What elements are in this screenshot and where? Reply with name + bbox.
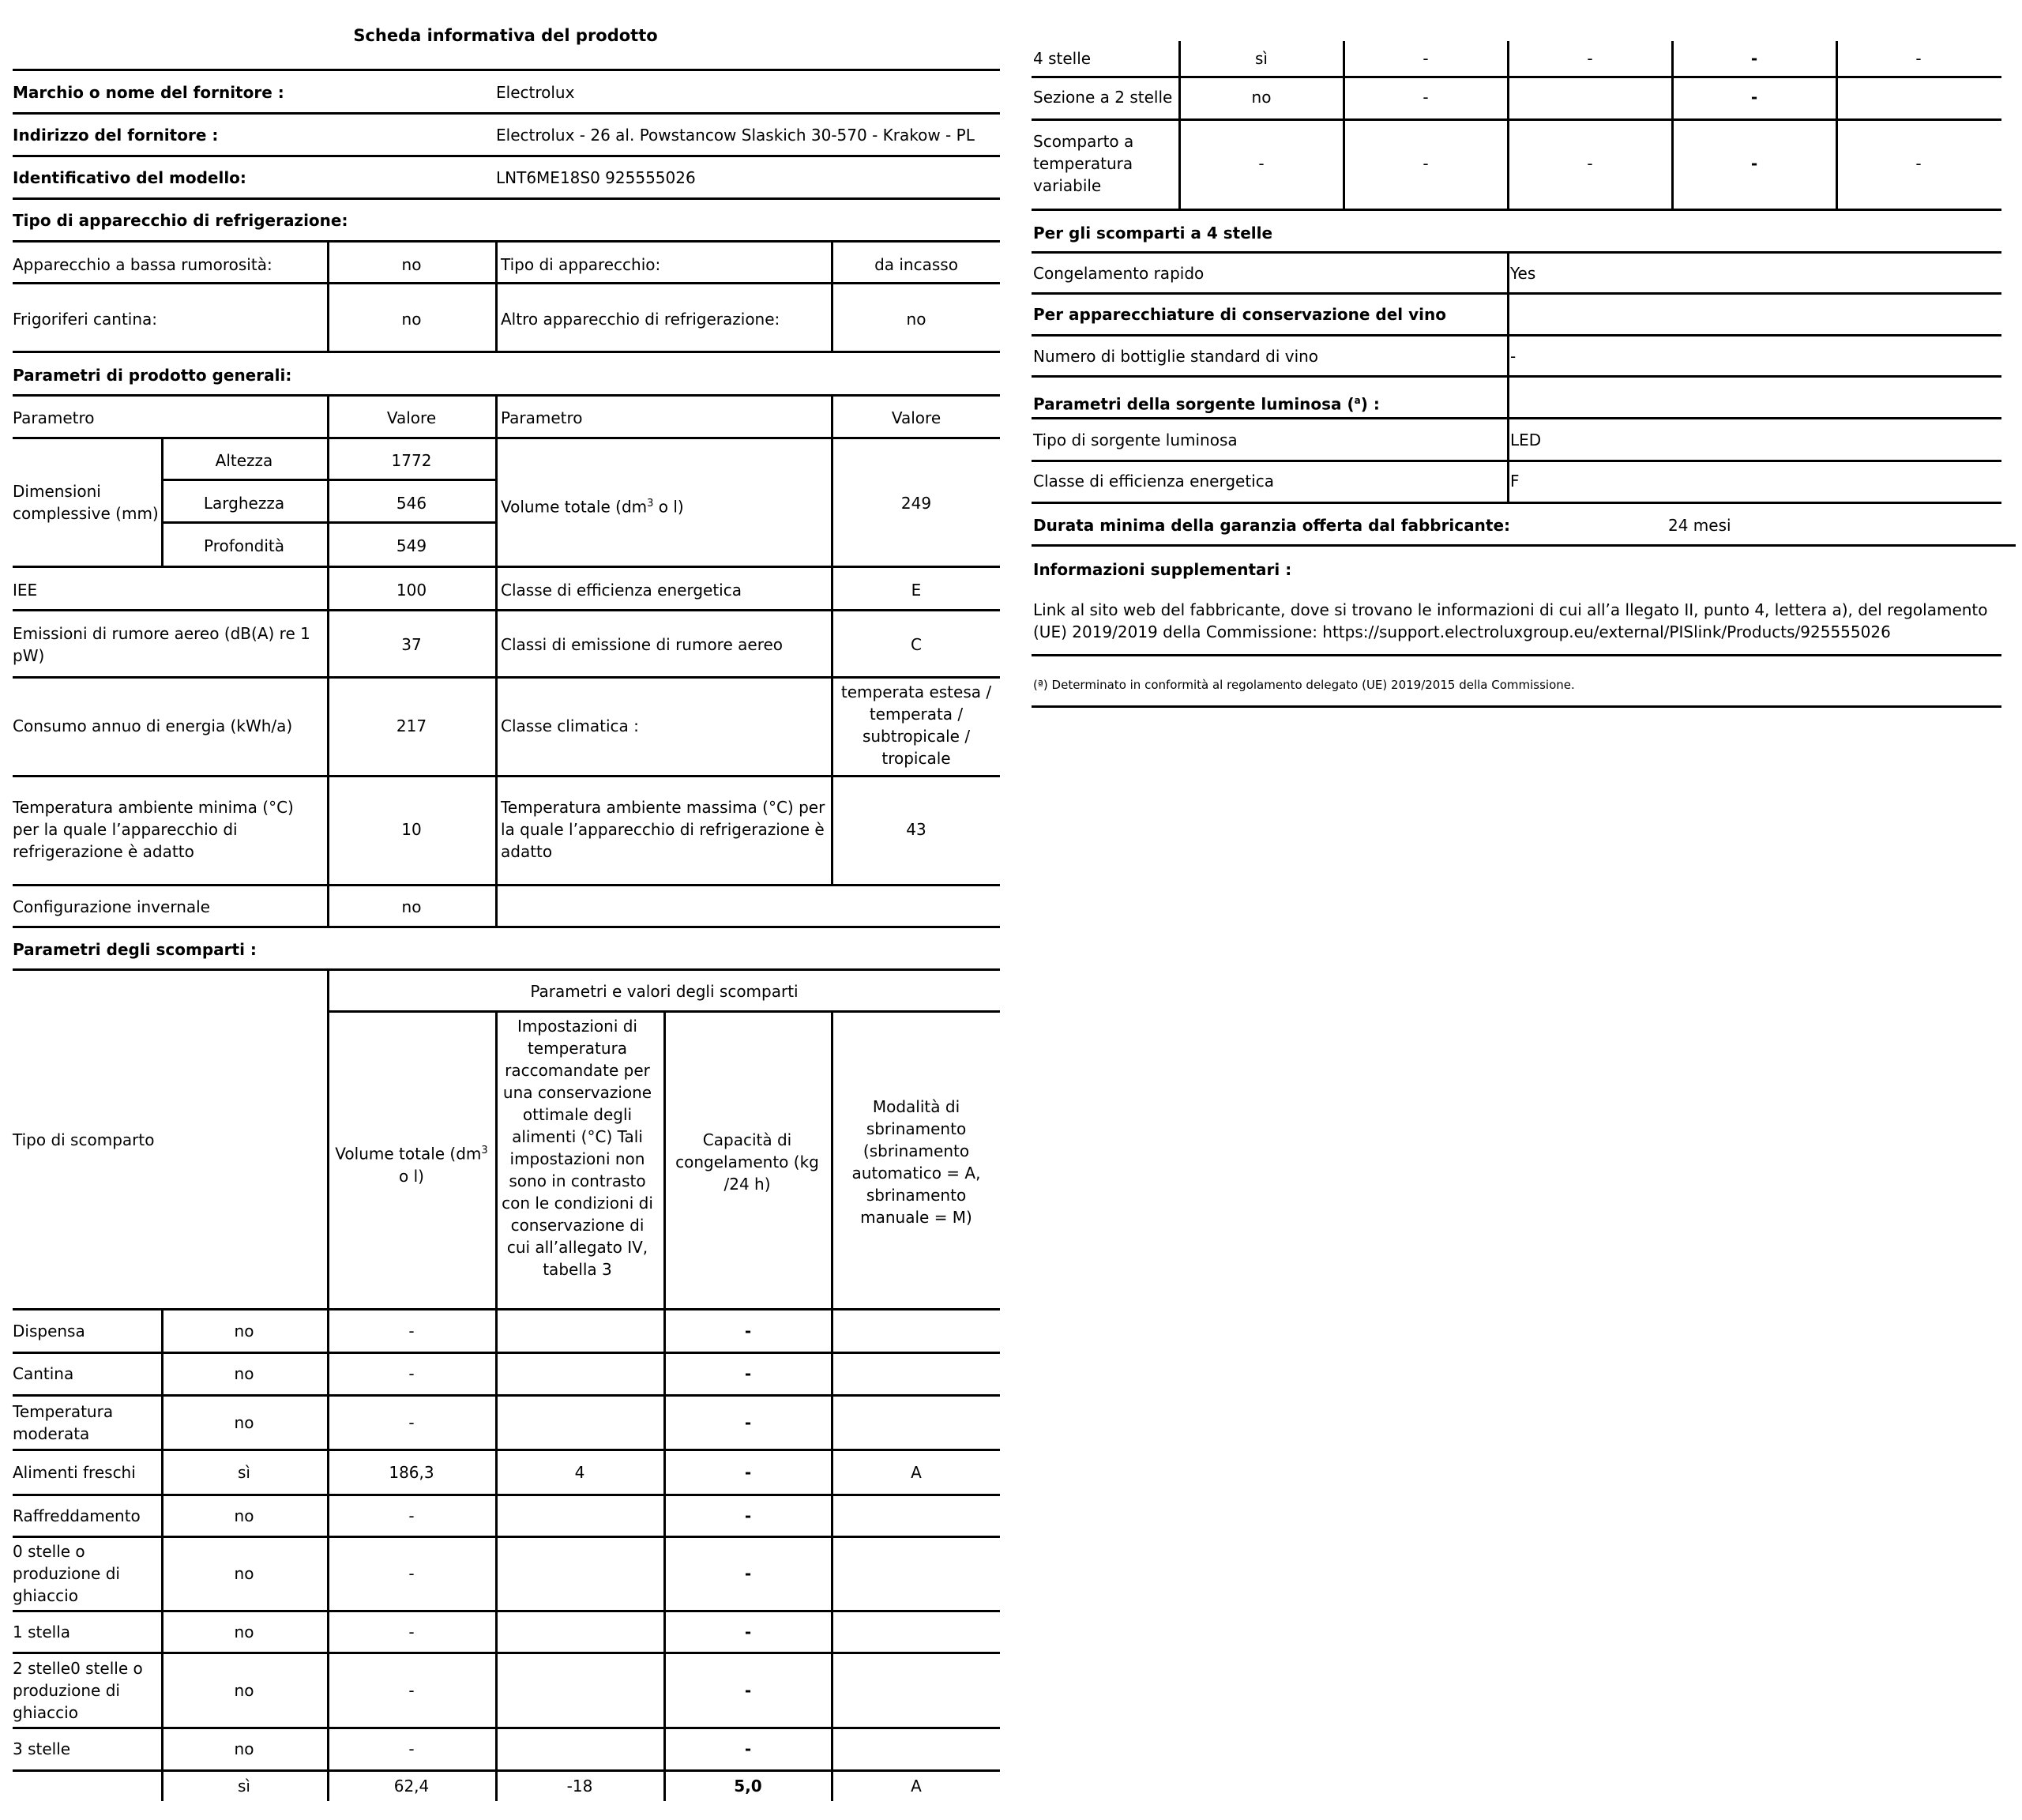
compartment-name: Scomparto a temperatura variabile (1033, 132, 1134, 195)
col-line (327, 968, 329, 1801)
divider (1032, 375, 2001, 378)
max-temp-value: 43 (906, 820, 926, 839)
compartment-freeze: 5,0 (734, 1777, 762, 1796)
climate-label: Classe climatica : (501, 716, 639, 735)
general-heading: Parametri di prodotto generali: (13, 366, 292, 385)
warranty-label: Durata minima della garanzia offerta dal fabbricante: (1033, 516, 1511, 535)
light-class-label: Classe di efficienza energetica (1033, 472, 1274, 491)
compartment-present: no (234, 1364, 254, 1383)
compartment-freeze: - (744, 1364, 752, 1383)
other-appliance-value: no (906, 310, 926, 329)
winter-label: Configurazione invernale (13, 897, 210, 916)
divider (1032, 417, 2001, 419)
noise-class-label: Classi di emissione di rumore aereo (501, 635, 784, 654)
iee-value: 100 (396, 581, 427, 600)
four-star-heading: Per gli scomparti a 4 stelle (1033, 224, 1273, 243)
compartment-temp: - (1587, 49, 1593, 68)
energy-class-value: E (911, 581, 922, 600)
compartment-volume: 186,3 (389, 1462, 434, 1482)
col-line (831, 1010, 833, 1801)
col-line (1671, 41, 1674, 209)
compartment-volume: - (408, 1412, 415, 1432)
divider (13, 968, 1000, 971)
divider (13, 112, 1000, 115)
col-line (161, 437, 163, 566)
compartment-present: no (234, 1622, 254, 1641)
divider (13, 351, 1000, 353)
min-temp-value: 10 (401, 820, 422, 839)
compartment-temp: 4 (574, 1462, 585, 1482)
additional-heading: Informazioni supplementari : (1033, 560, 1292, 579)
col-line (663, 1010, 666, 1801)
compartment-freeze: - (1750, 49, 1758, 68)
energy-class-label: Classe di efficienza energetica (501, 581, 742, 600)
low-noise-value: no (401, 255, 422, 274)
col-line (831, 240, 833, 351)
divider (1032, 544, 2016, 547)
col-header-valore: Valore (386, 408, 437, 427)
fast-freeze-label: Congelamento rapido (1033, 264, 1205, 283)
compartment-name: Temperatura moderata (13, 1401, 114, 1443)
compartment-name: 3 stelle (13, 1739, 71, 1758)
compartment-freeze: - (744, 1412, 752, 1432)
temp-settings-header: Impostazioni di temperatura raccomandate per una conservazione ottimale degli alimenti (°C) Tali impostazioni non sono in contrasto con le condizioni di conservazione di cui all’allegato IV, tabella 3 (502, 1017, 653, 1279)
footnote: (ª) Determinato in conformità al regolamento delegato (UE) 2019/2015 della Commissione. (1033, 678, 1575, 692)
consumption-value: 217 (396, 716, 427, 735)
col-line (495, 1010, 498, 1801)
title-divider (13, 69, 1000, 71)
compartment-volume: 62,4 (393, 1777, 430, 1796)
freezing-capacity-header: Capacità di congelamento (kg /24 h) (675, 1130, 819, 1194)
divider (1032, 334, 2001, 337)
divider (1032, 292, 2001, 295)
col-header-parametro: Parametro (13, 408, 95, 427)
divider (1032, 460, 2001, 462)
model-value: LNT6ME18S0 925555026 (496, 168, 696, 187)
noise-label: Emissioni di rumore aereo (dB(A) re 1 pW) (13, 624, 310, 665)
compartment-present: no (234, 1412, 254, 1432)
height-value: 1772 (391, 451, 432, 470)
compartment-freeze: - (744, 1564, 752, 1583)
compartment-name: Alimenti freschi (13, 1462, 136, 1482)
compartment-volume: - (408, 1321, 415, 1341)
max-temp-label: Temperatura ambiente massima (°C) per la quale l’apparecchio di refrigerazione è adatto (501, 798, 825, 861)
divider (13, 676, 1000, 679)
total-volume-value: 249 (900, 494, 932, 513)
compartment-present: no (234, 1506, 254, 1525)
divider (1032, 251, 2001, 254)
compartment-present: sì (238, 1462, 250, 1482)
compartment-present: no (1251, 88, 1272, 107)
divider (1032, 705, 2001, 708)
compartment-volume: - (408, 1506, 415, 1525)
compartment-volume: - (408, 1739, 415, 1758)
wine-cooler-label: Frigoriferi cantina: (13, 310, 158, 329)
col-line (327, 240, 329, 351)
compartment-name: Dispensa (13, 1321, 85, 1341)
page-title: Scheda informativa del prodotto (353, 26, 658, 45)
divider (13, 197, 1000, 200)
compartment-freeze: - (744, 1622, 752, 1641)
defrost-mode-header: Modalità di sbrinamento (sbrinamento automatico = A, sbrinamento manuale = M) (851, 1097, 981, 1227)
model-label: Identificativo del modello: (13, 168, 246, 187)
compartment-freeze: - (744, 1739, 752, 1758)
compartment-freeze: - (1750, 88, 1758, 107)
divider (13, 566, 1000, 568)
volume-header: Volume totale ($dm^3$ o l) (335, 1144, 488, 1186)
divider (13, 155, 1000, 157)
compartment-volume: - (408, 1564, 415, 1583)
brand-label: Marchio o nome del fornitore : (13, 83, 284, 102)
compartment-defrost: - (1915, 49, 1922, 68)
compartment-name: 0 stelle o produzione di ghiaccio (13, 1542, 120, 1605)
divider (1032, 76, 2001, 78)
wine-bottles-value: - (1510, 347, 1516, 366)
fast-freeze-value: Yes (1510, 264, 1536, 283)
col-header-valore-2: Valore (891, 408, 941, 427)
consumption-label: Consumo annuo di energia (kWh/a) (13, 716, 293, 735)
low-noise-label: Apparecchio a bassa rumorosità: (13, 255, 272, 274)
divider (13, 240, 1000, 243)
compartment-name: Cantina (13, 1364, 74, 1383)
col-line (495, 394, 498, 926)
other-appliance-label: Altro apparecchio di refrigerazione: (501, 310, 780, 329)
col-line (161, 1308, 163, 1801)
compartment-present: no (234, 1321, 254, 1341)
warranty-value: 24 mesi (1668, 516, 1731, 535)
col-line (831, 394, 833, 884)
compartment-freeze: - (744, 1462, 752, 1482)
col-line (1507, 41, 1509, 209)
depth-label: Profondità (203, 536, 285, 555)
compartment-present: sì (1255, 49, 1268, 68)
compartment-defrost: - (1915, 154, 1922, 173)
climate-value: temperata estesa / temperata / subtropicale / tropicale (840, 682, 992, 768)
compartment-name: Sezione a 2 stelle (1033, 88, 1173, 107)
divider (13, 609, 1000, 611)
compartment-present: sì (238, 1777, 250, 1796)
wine-heading: Per apparecchiature di conservazione del vino (1033, 305, 1446, 324)
divider (1032, 502, 2001, 504)
compartment-defrost: A (911, 1462, 922, 1482)
compartment-present: - (1258, 154, 1265, 173)
divider (1032, 654, 2001, 656)
divider (1032, 118, 2001, 121)
total-volume-label: Volume totale ($dm^3$ o l) (501, 497, 684, 517)
compartment-defrost: A (911, 1777, 922, 1796)
brand-value: Electrolux (496, 83, 575, 102)
appliance-type-heading: Tipo di apparecchio di refrigerazione: (13, 211, 348, 230)
compartment-volume: - (408, 1364, 415, 1383)
width-label: Larghezza (203, 494, 285, 513)
dimensions-label: Dimensioni complessive (mm) (13, 482, 159, 523)
compartment-name: Raffreddamento (13, 1506, 141, 1525)
compartment-type-header: Tipo di scomparto (13, 1130, 155, 1149)
compartment-freeze: - (1750, 154, 1758, 173)
compartment-volume: - (1423, 88, 1429, 107)
divider (13, 884, 1000, 886)
compartment-name: 2 stelle0 stelle o produzione di ghiaccio (13, 1658, 143, 1722)
divider (13, 394, 1000, 397)
manufacturer-link-text: Link al sito web del fabbricante, dove si trovano le informazioni di cui all’a llegato II, punto 4, lettera a), del regolamento (UE) 2019/2019 della Commissione: https://support.electroluxgroup.eu/external/PISlink/Products/925555026 (1033, 600, 1988, 641)
compartment-freeze: - (744, 1506, 752, 1525)
compartment-volume: - (1423, 154, 1429, 173)
compartments-heading: Parametri degli scomparti : (13, 940, 257, 959)
compartment-temp: -18 (566, 1777, 593, 1796)
divider (13, 926, 1000, 928)
height-label: Altezza (215, 451, 273, 470)
compartment-name: 4 stelle (1033, 49, 1092, 68)
wine-cooler-value: no (401, 310, 422, 329)
divider (13, 282, 1000, 284)
depth-value: 549 (396, 536, 427, 555)
divider (1032, 209, 2001, 211)
col-line (1836, 41, 1838, 209)
compartment-freeze: - (744, 1680, 752, 1700)
appliance-type-label: Tipo di apparecchio: (501, 255, 661, 274)
col-line (495, 240, 498, 351)
col-line (1507, 251, 1509, 502)
address-label: Indirizzo del fornitore : (13, 126, 219, 145)
light-type-value: LED (1510, 431, 1542, 449)
appliance-type-value: da incasso (874, 255, 958, 274)
noise-value: 37 (401, 635, 422, 654)
compartment-volume: - (408, 1622, 415, 1641)
compartment-volume: - (1423, 49, 1429, 68)
compartment-present: no (234, 1564, 254, 1583)
light-type-label: Tipo di sorgente luminosa (1033, 431, 1238, 449)
divider (13, 775, 1000, 777)
compartment-present: no (234, 1680, 254, 1700)
compartment-freeze: - (744, 1321, 752, 1341)
light-source-heading: Parametri della sorgente luminosa ($^a$) : (1033, 394, 1380, 414)
iee-label: IEE (13, 581, 38, 600)
compartment-present: no (234, 1739, 254, 1758)
col-line (1178, 41, 1181, 209)
col-line (327, 394, 329, 926)
light-class-value: F (1510, 472, 1520, 491)
col-line (1343, 41, 1345, 209)
address-value: Electrolux - 26 al. Powstancow Slaskich 30-570 - Krakow - PL (496, 126, 975, 145)
compartment-volume: - (408, 1680, 415, 1700)
min-temp-label: Temperatura ambiente minima (°C) per la quale l’apparecchio di refrigerazione è adatto (13, 798, 294, 861)
compartment-temp: - (1587, 154, 1593, 173)
noise-class-value: C (911, 635, 922, 654)
compartment-name: 1 stella (13, 1622, 71, 1641)
winter-value: no (401, 897, 422, 916)
width-value: 546 (396, 494, 427, 513)
compartments-group-header: Parametri e valori degli scomparti (530, 982, 799, 1001)
wine-bottles-label: Numero di bottiglie standard di vino (1033, 347, 1319, 366)
col-header-parametro-2: Parametro (501, 408, 583, 427)
